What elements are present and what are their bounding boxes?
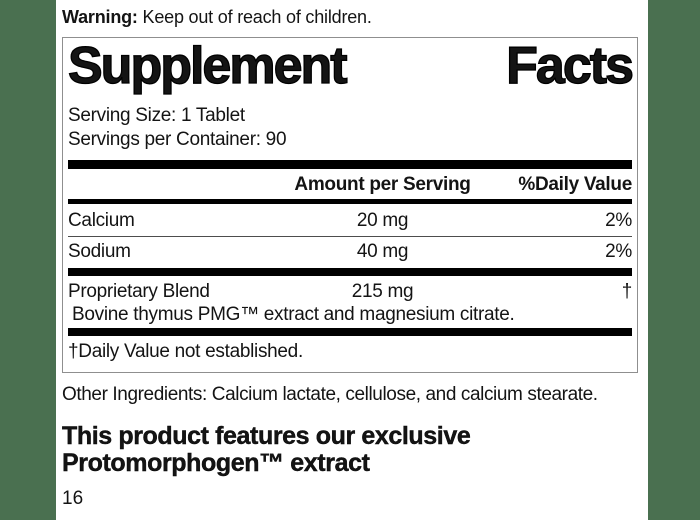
blend-amount: 215 mg: [351, 281, 414, 303]
feature-headline-line1: This product features our exclusive: [62, 422, 471, 451]
nutrient-daily-value: 2%: [605, 241, 632, 263]
nutrient-daily-value: 2%: [605, 210, 632, 232]
nutrient-name: Calcium: [68, 210, 135, 232]
warning-label: Warning:: [62, 7, 138, 27]
page-number: 16: [62, 488, 84, 510]
other-ingredients: Other Ingredients: Calcium lactate, cellulose, and calcium stearate.: [62, 384, 598, 406]
thick-rule-bottom: [68, 328, 632, 336]
feature-headline: [62, 423, 648, 477]
thick-rule-mid: [68, 268, 632, 276]
column-header-row: [68, 169, 632, 199]
serving-info: [68, 104, 632, 152]
column-header-amount: Amount per Serving: [294, 174, 471, 196]
blend-name: Proprietary Blend: [68, 281, 210, 303]
column-header-daily-value: %Daily Value: [518, 174, 632, 196]
feature-headline-line2: Protomorphogen™ extract: [62, 449, 370, 478]
title-word-facts: Facts: [506, 37, 632, 95]
blend-daily-value: †: [621, 281, 632, 303]
supplement-label: [56, 0, 648, 520]
supplement-facts-box: [62, 37, 638, 373]
daily-value-footnote: †Daily Value not established.: [68, 341, 303, 363]
proprietary-blend-row: [68, 276, 632, 304]
blend-description: Bovine thymus PMG™ extract and magnesium citrate.: [72, 304, 515, 326]
nutrient-row-calcium: [68, 204, 632, 237]
servings-per-container: Servings per Container: 90: [68, 129, 287, 151]
nutrient-amount: 20 mg: [356, 210, 409, 232]
thick-rule-top: [68, 160, 632, 169]
nutrient-amount: 40 mg: [356, 241, 409, 263]
warning-line: [62, 7, 648, 28]
nutrient-row-sodium: [68, 237, 632, 266]
supplement-facts-title: [68, 37, 632, 95]
nutrient-name: Sodium: [68, 241, 131, 263]
title-word-supplement: Supplement: [68, 37, 346, 95]
serving-size: Serving Size: 1 Tablet: [68, 105, 245, 127]
warning-text: Keep out of reach of children.: [137, 7, 372, 27]
